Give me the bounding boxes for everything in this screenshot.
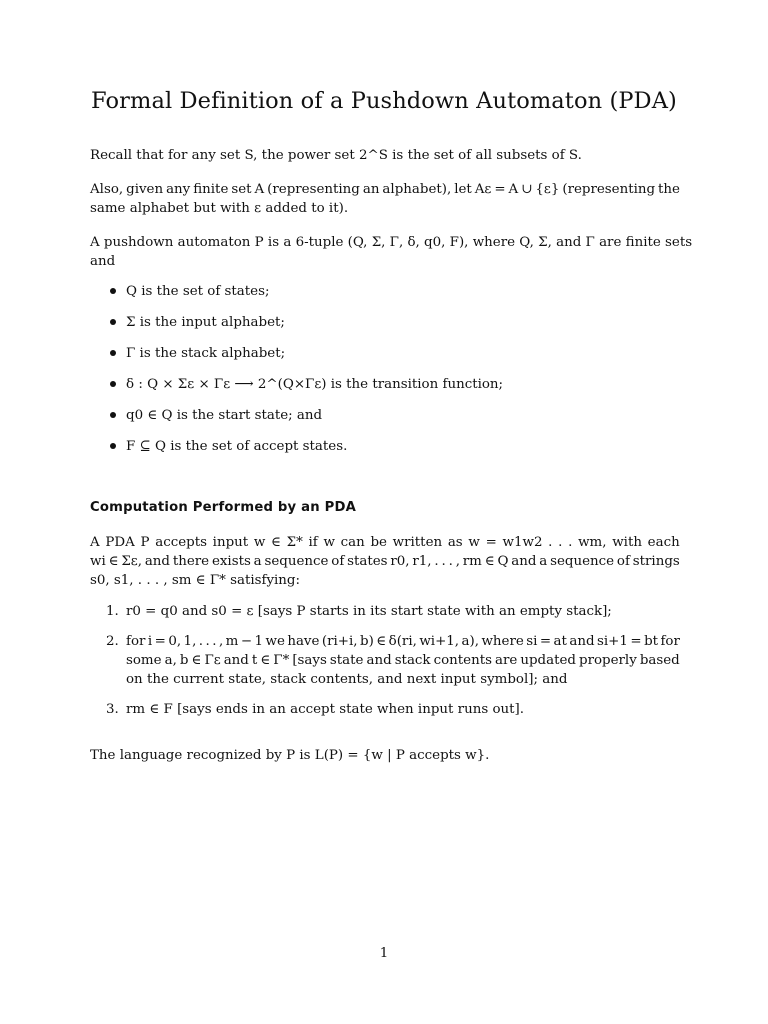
paragraph-recall (90, 146, 680, 165)
enum-line: some a, b ∈ Γε and t ∈ Γ* [says state and stack contents are updated properly based (126, 653, 680, 668)
bullet-text: Γ is the stack alphabet; (126, 346, 286, 361)
bullet-icon (110, 288, 116, 294)
bullet-item (110, 406, 322, 425)
enum-line: on the current state, stack contents, and next input symbol]; and (126, 672, 568, 687)
paragraph-line: Recall that for any set S, the power set 2^S is the set of all subsets of S. (90, 148, 582, 163)
paragraph-line: s0, s1, . . . , sm ∈ Γ* satisfying: (90, 573, 301, 588)
bullet-icon (110, 319, 116, 325)
bullet-icon (110, 412, 116, 418)
bullet-text: q0 ∈ Q is the start state; and (126, 408, 323, 423)
enum-number: 1. (106, 604, 119, 619)
page-title: Formal Definition of a Pushdown Automaton (PDA) (91, 88, 677, 114)
paragraph-alphabet (90, 180, 680, 218)
enum-line: r0 = q0 and s0 = ε [says P starts in its start state with an empty stack]; (126, 604, 612, 619)
bullet-item (110, 313, 285, 332)
bullet-item (110, 375, 503, 394)
page-number: 1 (379, 946, 389, 961)
paragraph-line: wi ∈ Σε, and there exists a sequence of states r0, r1, . . . , rm ∈ Q and a sequence of strings (90, 554, 680, 569)
bullet-icon (110, 381, 116, 387)
paragraph-line: and (90, 254, 116, 269)
bullet-icon (110, 350, 116, 356)
bullet-text: δ : Q × Σε × Γε ⟶ 2^(Q×Γε) is the transition function; (126, 377, 504, 392)
bullet-text: Σ is the input alphabet; (126, 315, 285, 330)
paragraph-line: same alphabet but with ε added to it). (90, 201, 349, 216)
enumerated-item (106, 700, 680, 719)
bullet-item (110, 282, 269, 301)
paragraph-line: A pushdown automaton P is a 6-tuple (Q, Σ, Γ, δ, q0, F), where Q, Σ, and Γ are finite sets (90, 235, 693, 250)
enum-line: rm ∈ F [says ends in an accept state when input runs out]. (126, 702, 524, 717)
paragraph-line: A PDA P accepts input w ∈ Σ* if w can be written as w = w1w2 . . . wm, with each (90, 535, 680, 550)
enum-line: for i = 0, 1, . . . , m − 1 we have (ri+i, b) ∈ δ(ri, wi+1, a), where si = at and si+1 = bt for (126, 634, 680, 649)
bullet-icon (110, 443, 116, 449)
paragraph-line: The language recognized by P is L(P) = {w | P accepts w}. (90, 748, 490, 763)
paragraph-accepts (90, 533, 680, 590)
paragraph-line: Also, given any finite set A (representing an alphabet), let Aε = A ∪ {ε} (representing the (90, 182, 680, 197)
enumerated-item (106, 602, 680, 621)
enumerated-item (106, 632, 680, 689)
bullet-item (110, 437, 347, 456)
enum-number: 2. (106, 634, 119, 649)
paragraph-pda-definition (90, 233, 693, 271)
section-heading: Computation Performed by an PDA (90, 500, 357, 515)
bullet-item (110, 344, 285, 363)
bullet-text: Q is the set of states; (126, 284, 270, 299)
paragraph-language (90, 746, 680, 765)
enum-number: 3. (106, 702, 119, 717)
bullet-text: F ⊆ Q is the set of accept states. (126, 439, 348, 454)
